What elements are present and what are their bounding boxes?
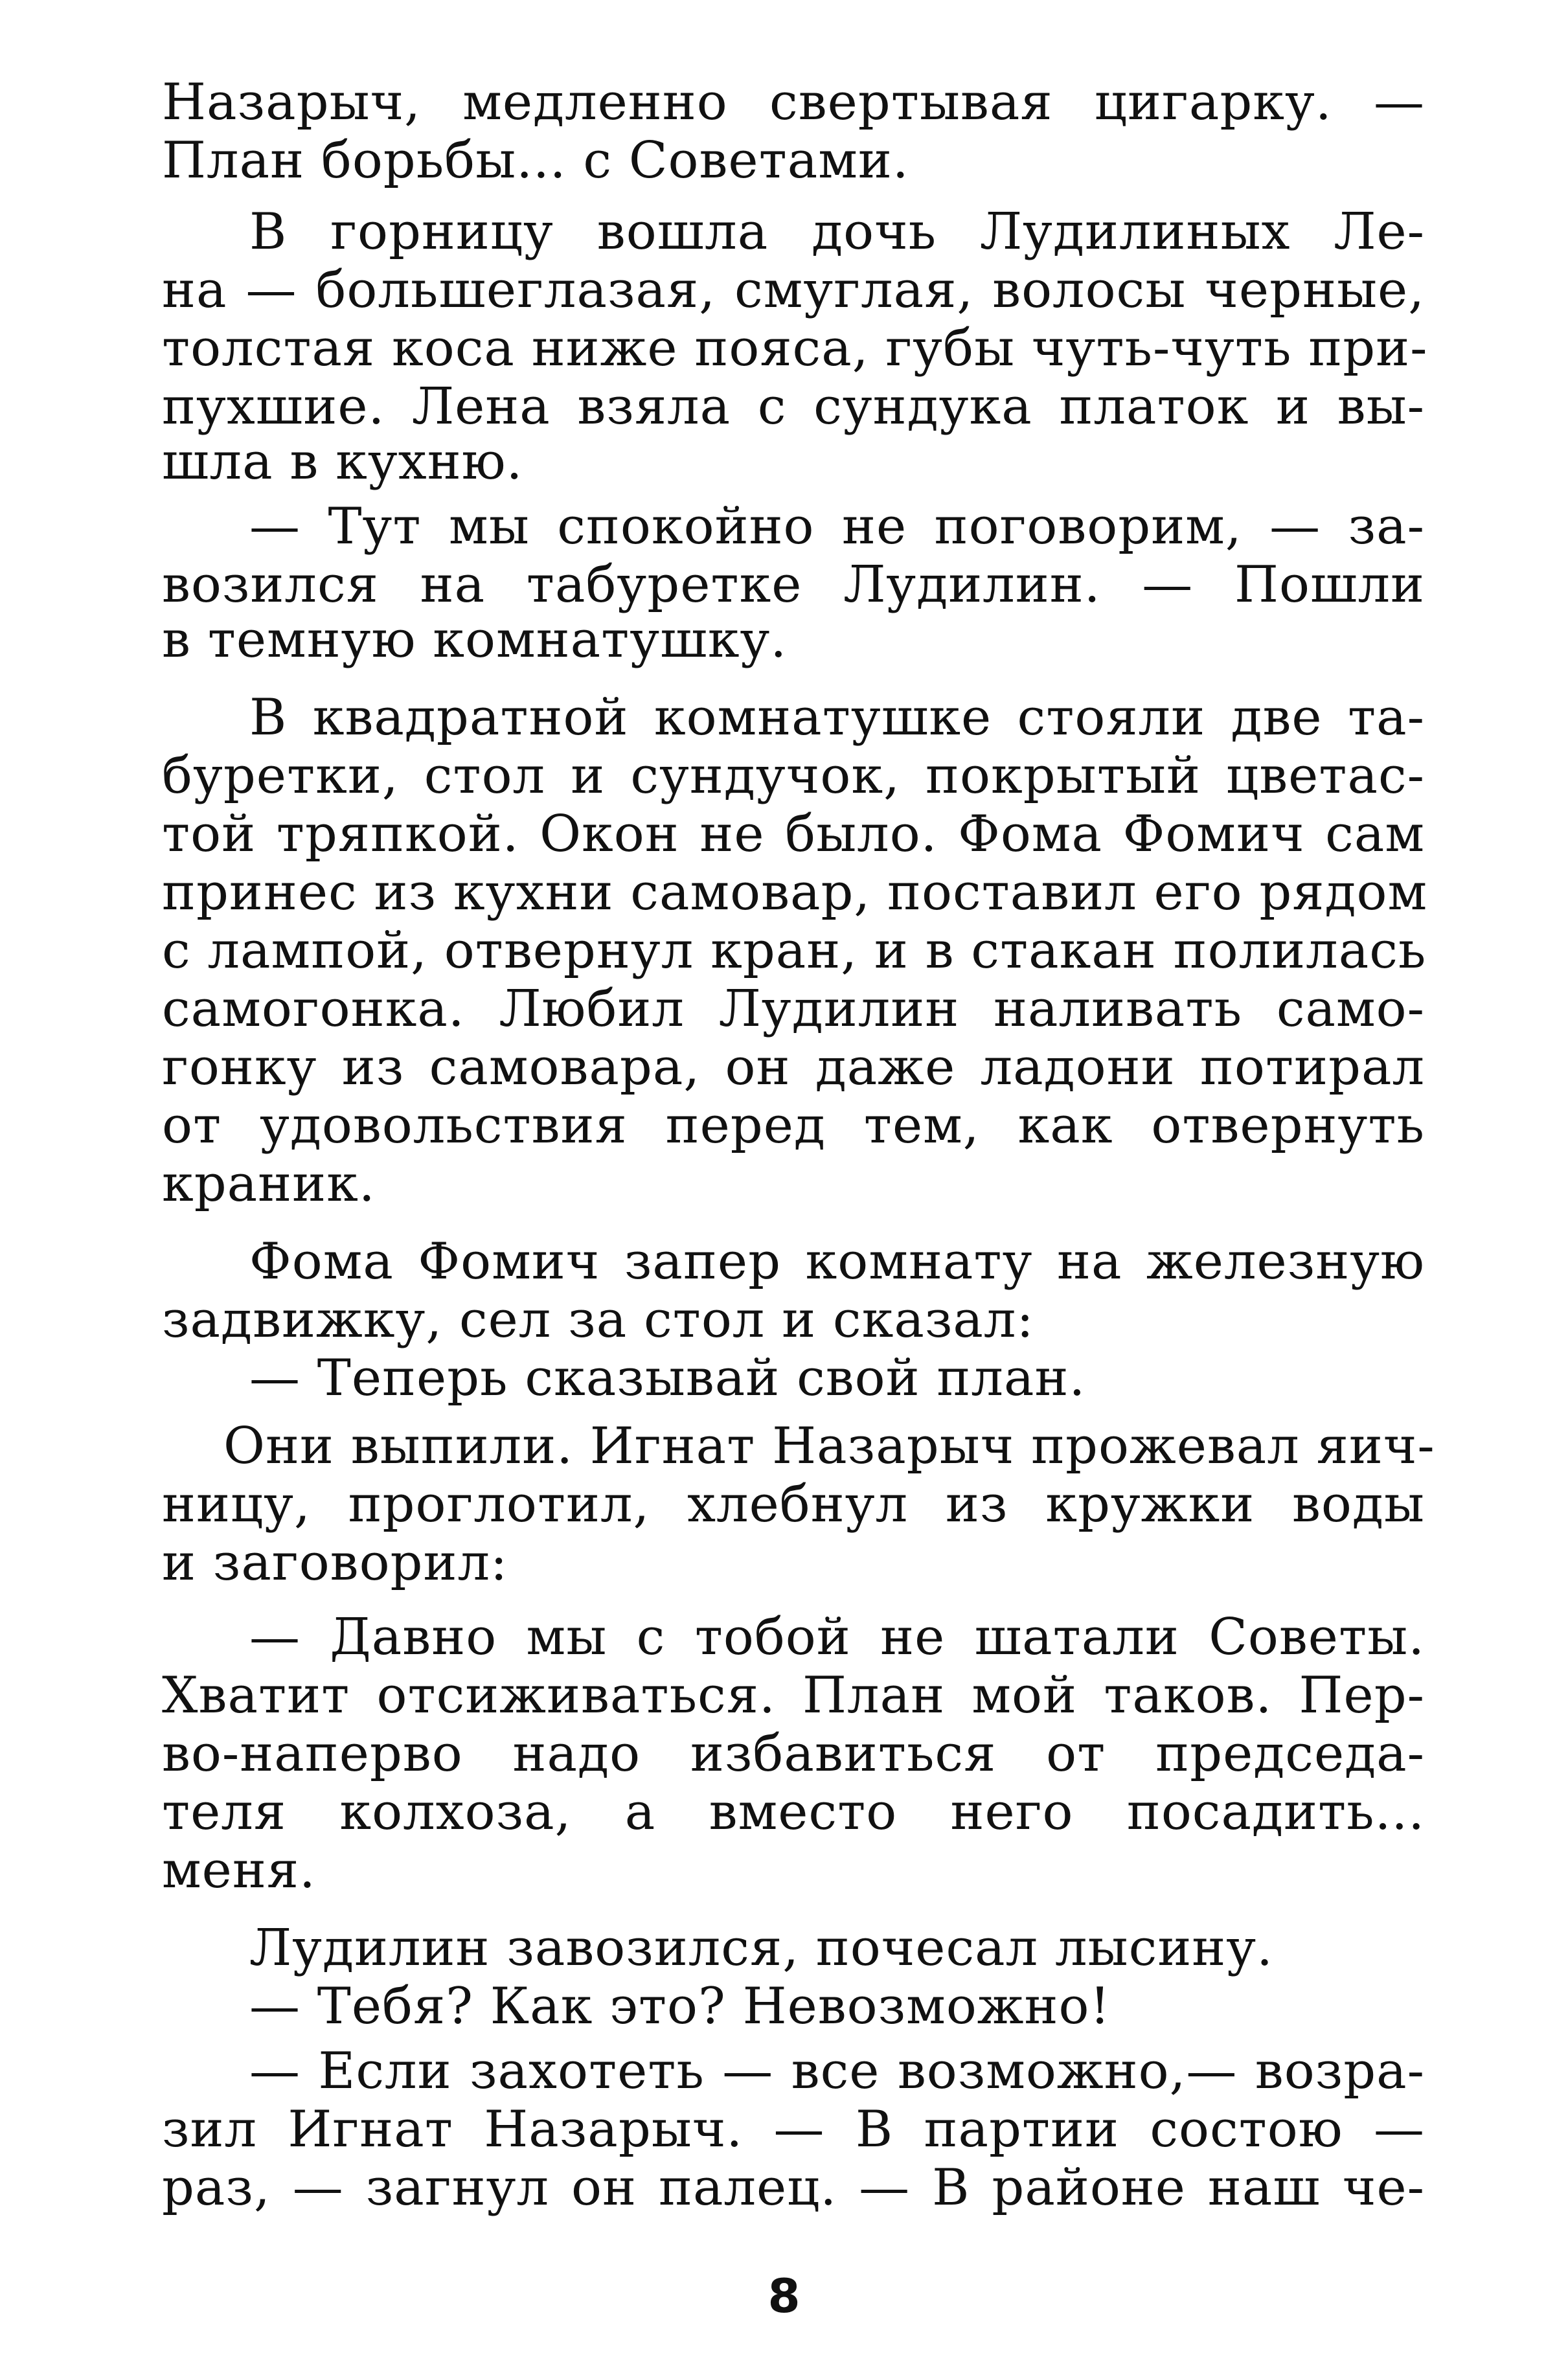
text-line: меня. (162, 1841, 316, 1900)
text-line: раз, — загнул он палец. — В районе наш че- (162, 2159, 1425, 2217)
text-line: с лампой, отвернул кран, и в стакан полилась (162, 922, 1427, 980)
text-line: — Тут мы спокойно не поговорим, — за- (249, 497, 1425, 556)
text-line: гонку из самовара, он даже ладони потирал (162, 1038, 1425, 1096)
text-line: — Тебя? Как это? Невозможно! (249, 1977, 1111, 2036)
text-line: — Теперь сказывай свой план. (249, 1349, 1086, 1407)
text-line: Назарыч, медленно свертывая цигарку. — (162, 73, 1425, 131)
page-number: 8 (767, 2269, 801, 2323)
text-line: Фома Фомич запер комнату на железную (249, 1232, 1425, 1291)
text-line: шла в кухню. (162, 433, 523, 491)
text-line: толстая коса ниже пояса, губы чуть-чуть при- (162, 319, 1428, 378)
text-line: на — большеглазая, смуглая, волосы черные, (162, 261, 1425, 319)
text-line: В квадратной комнатушке стояли две та- (249, 688, 1425, 747)
text-line: от удовольствия перед тем, как отвернуть (162, 1096, 1425, 1155)
text-line: теля колхоза, а вместо него посадить... (162, 1783, 1425, 1841)
text-line: — Если захотеть — все возможно,— возра- (249, 2042, 1425, 2100)
text-line: во-наперво надо избавиться от председа- (162, 1725, 1425, 1783)
text-line: В горницу вошла дочь Лудилиных Ле- (249, 203, 1425, 261)
text-line: ницу, проглотил, хлебнул из кружки воды (162, 1475, 1425, 1534)
text-line: — Давно мы с тобой не шатали Советы. (249, 1608, 1425, 1666)
text-line: краник. (162, 1155, 376, 1213)
text-line: в темную комнатушку. (162, 611, 788, 669)
text-line: Хватит отсиживаться. План мой таков. Пер- (162, 1666, 1425, 1725)
text-line: той тряпкой. Окон не было. Фома Фомич сам (162, 805, 1425, 863)
text-line: пухшие. Лена взяла с сундука платок и вы- (162, 378, 1425, 436)
text-line: План борьбы... с Советами. (162, 131, 909, 190)
text-line: зил Игнат Назарыч. — В партии состою — (162, 2100, 1425, 2159)
text-line: самогонка. Любил Лудилин наливать само- (162, 980, 1425, 1038)
text-line: возился на табуретке Лудилин. — Пошли (162, 556, 1425, 614)
text-line: и заговорил: (162, 1534, 508, 1592)
text-line: принес из кухни самовар, поставил его рядом (162, 863, 1428, 922)
text-line: Лудилин завозился, почесал лысину. (249, 1919, 1273, 1977)
text-line: задвижку, сел за стол и сказал: (162, 1291, 1034, 1349)
text-line: буретки, стол и сундучок, покрытый цветас- (162, 747, 1425, 805)
text-line: Они выпили. Игнат Назарыч прожевал яич- (223, 1417, 1435, 1475)
